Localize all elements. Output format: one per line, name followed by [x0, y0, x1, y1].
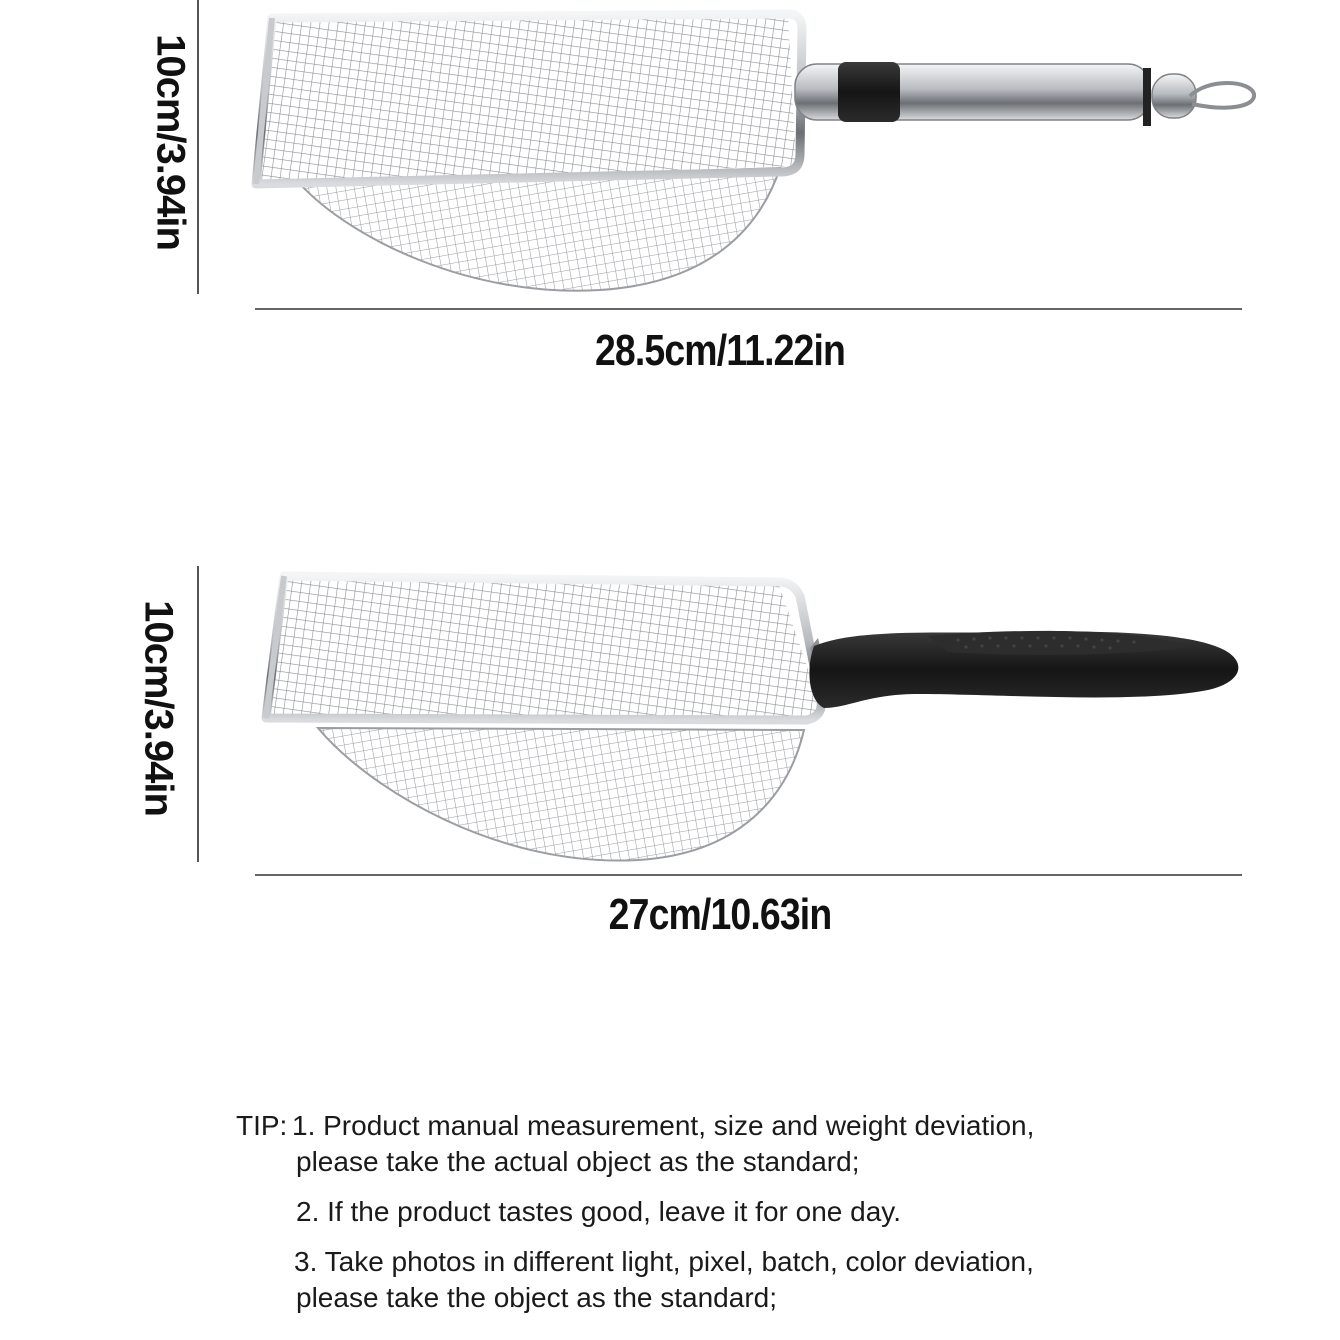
width-dimension-line — [255, 874, 1242, 876]
tip-text: please take the object as the standard; — [296, 1282, 777, 1313]
width-dimension-line — [255, 308, 1242, 310]
tip-prefix: TIP: — [236, 1110, 288, 1141]
product-panel-1 — [0, 0, 1340, 420]
height-dimension-line — [197, 566, 199, 862]
height-dimension-label: 10cm/3.94in — [148, 34, 193, 250]
tip-item — [236, 1194, 1296, 1230]
tip-item — [236, 1108, 1296, 1180]
tips-section — [236, 1108, 1296, 1330]
tip-text: 2. If the product tastes good, leave it for one day. — [296, 1196, 901, 1227]
height-dimension-label: 10cm/3.94in — [136, 600, 181, 816]
mesh-scoop-steel-handle-icon — [240, 8, 1260, 308]
tip-text: 1. Product manual measurement, size and weight deviation, — [292, 1110, 1035, 1141]
tip-text: 3. Take photos in different light, pixel, batch, color deviation, — [294, 1246, 1034, 1277]
height-dimension-line — [197, 0, 199, 294]
product-panel-2 — [0, 560, 1340, 960]
mesh-scoop-black-handle-icon — [258, 568, 1258, 868]
width-dimension-label: 28.5cm/11.22in — [594, 326, 846, 375]
width-dimension-label: 27cm/10.63in — [608, 890, 832, 939]
tip-item — [236, 1244, 1296, 1316]
tip-text: please take the actual object as the standard; — [296, 1146, 860, 1177]
